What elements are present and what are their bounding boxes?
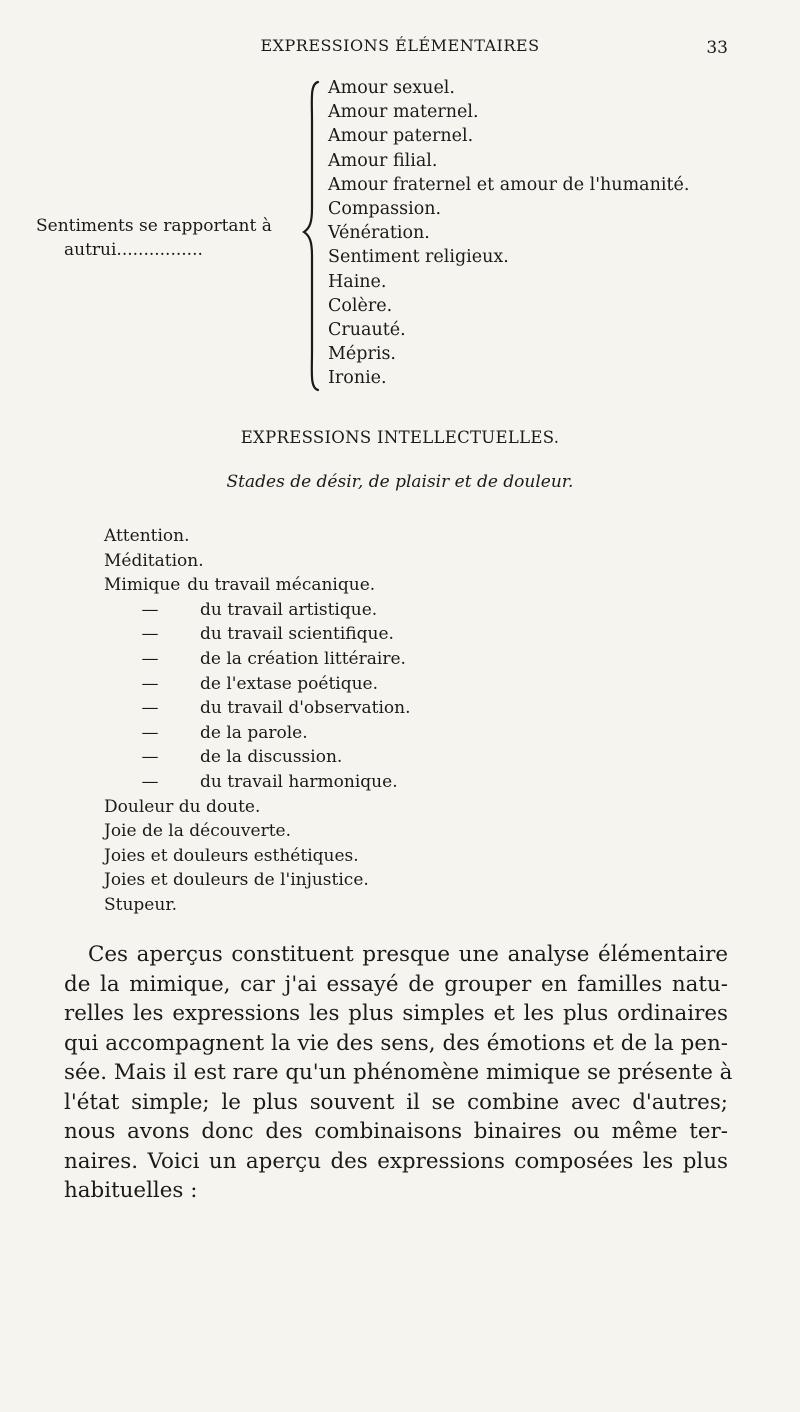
list-sub-item (104, 770, 411, 795)
bracket-item: Sentiment religieux. (328, 247, 509, 268)
bracket-item: Vénération. (328, 223, 430, 244)
section-subheading: Stades de désir, de plaisir et de douleur. (226, 472, 574, 492)
list-sub-item-text: de la création littéraire. (200, 648, 406, 669)
list-item: Douleur du doute. (104, 796, 261, 817)
bracket-item: Ironie. (328, 368, 387, 389)
paragraph-line: Ces aperçus constituent presque une analyse élémentaire (88, 942, 728, 967)
list-item: Stupeur. (104, 894, 177, 915)
body-paragraph (64, 940, 733, 1206)
section-heading: EXPRESSIONS INTELLECTUELLES. (240, 428, 560, 447)
bracket-items-list (328, 76, 689, 391)
paragraph-line: qui accompagnent la vie des sens, des émotions et de la pen- (64, 1030, 728, 1056)
list-sub-item (104, 721, 411, 746)
list-item: Joies et douleurs esthétiques. (104, 845, 359, 866)
list-item-mimique (104, 573, 411, 598)
bracket-item: Amour paternel. (328, 126, 474, 147)
bracket-label (36, 214, 304, 262)
list-sub-item (104, 672, 411, 697)
bracket-item: Haine. (328, 271, 387, 292)
intellectual-expressions-list (104, 524, 411, 918)
list-sub-item-text: du travail d'observation. (200, 698, 411, 719)
bracket-item: Amour maternel. (328, 102, 479, 123)
bracket-item: Amour filial. (328, 150, 438, 171)
list-sub-item-text: du travail artistique. (200, 599, 378, 620)
list-sub-item (104, 696, 411, 721)
bracket-label-line-1: Sentiments se rapportant à (36, 216, 272, 236)
paragraph-line: naires. Voici un aperçu des expressions composées les plus (64, 1148, 728, 1174)
ditto-dash: — (141, 747, 159, 768)
bracket-item: Cruauté. (328, 320, 406, 341)
sentiments-bracket-block (0, 0, 800, 400)
ditto-dash: — (141, 624, 159, 645)
ditto-dash: — (141, 599, 159, 620)
paragraph-line: l'état simple; le plus souvent il se combine avec d'autres; (64, 1089, 728, 1115)
list-sub-item (104, 745, 411, 770)
ditto-dash: — (141, 722, 159, 743)
bracket-item: Colère. (328, 295, 393, 316)
bracket-label-line-2: autrui................ (64, 240, 203, 260)
paragraph-line: relles les expressions les plus simples et les plus ordinaires (64, 1001, 728, 1026)
list-sub-item-text: du travail harmonique. (200, 771, 398, 792)
list-sub-item-text: de la discussion. (200, 747, 343, 768)
list-item: Méditation. (104, 550, 204, 571)
paragraph-line: nous avons donc des combinaisons binaires ou même ter- (64, 1119, 728, 1144)
bracket-item: Amour sexuel. (328, 78, 455, 98)
list-sub-item-text: du travail scientifique. (200, 624, 394, 645)
page-number: 33 (706, 38, 728, 58)
list-sub-item (104, 647, 411, 672)
list-sub-item-text: de la parole. (200, 722, 308, 743)
list-item: Attention. (104, 526, 190, 546)
bracket-item: Compassion. (328, 199, 442, 220)
list-item: Joies et douleurs de l'injustice. (104, 870, 369, 891)
ditto-dash: — (141, 771, 159, 792)
list-item: Joie de la découverte. (104, 821, 292, 842)
curly-brace-icon (300, 80, 326, 392)
ditto-dash: — (141, 648, 159, 669)
bracket-item: Amour fraternel et amour de l'humanité. (328, 174, 690, 195)
paragraph-line: sée. Mais il est rare qu'un phénomène mimique se présente à (64, 1060, 733, 1085)
ditto-dash: — (141, 698, 159, 719)
paragraph-line: de la mimique, car j'ai essayé de grouper en familles natu- (64, 971, 728, 997)
ditto-dash: — (141, 673, 159, 694)
paragraph-line: habituelles : (64, 1178, 198, 1203)
list-sub-item-text: de l'extase poétique. (200, 673, 379, 694)
bracket-item: Mépris. (328, 344, 396, 365)
list-sub-item (104, 598, 411, 623)
list-item-lead-word: Mimique (104, 575, 181, 596)
list-sub-item (104, 622, 411, 647)
running-title: EXPRESSIONS ÉLÉMENTAIRES (260, 36, 540, 55)
list-item-rest: du travail mécanique. (187, 575, 376, 596)
